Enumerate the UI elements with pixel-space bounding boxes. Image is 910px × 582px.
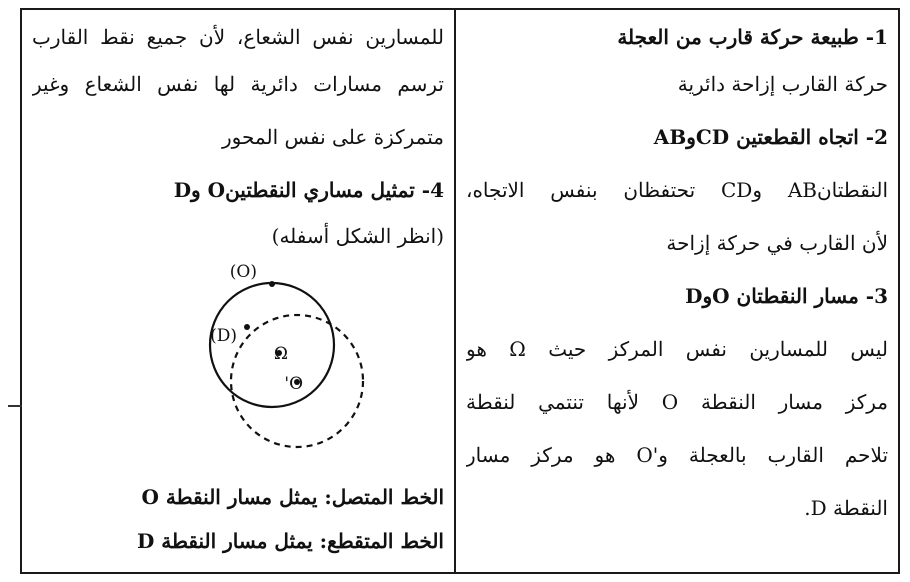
trajectory-diagram [32,255,444,475]
heading-4: 4- تمثيل مساري النقطتينO وD [173,178,444,202]
paragraph-3-line-1: ليس للمسارين نفس المركز حيث Ω هو [466,337,888,361]
heading-3: 3- مسار النقطتان OوD [685,284,888,308]
heading-1: 1- طبيعة حركة قارب من العجلة [617,25,888,49]
see-below-note: (انظر الشكل أسفله) [271,224,444,248]
label-omega: Ω [273,344,288,364]
heading-2: 2- اتجاه القطعتين CDوAB [653,125,888,149]
paragraph-3-line-3: تلاحم القارب بالعجلة و'O هو مركز مسار [466,443,888,467]
paragraph-2-line-1: النقطتانAB وCD تحتفظان بنفس الاتجاه، [466,178,888,202]
legend-solid: الخط المتصل: يمثل مسار النقطة O [141,485,444,509]
answer-table [20,8,900,574]
right-column [454,10,898,572]
paragraph-3-line-2: مركز مسار النقطة O لأنها تنتمي لنقطة [466,390,888,414]
trajectory-svg [182,255,382,473]
point-o-dot [269,281,275,287]
left-paragraph-line-3: متمركزة على نفس المحور [222,125,444,149]
paragraph-2-line-2: لأن القارب في حركة إزاحة [666,231,888,255]
label-oprime: O' [284,374,303,394]
left-column [22,10,454,572]
left-paragraph-line-1: للمسارين نفس الشعاع، لأن جميع نقط القارب [32,25,444,49]
margin-tick-mark [8,405,22,407]
paragraph-3-line-4: النقطة D. [804,496,888,520]
label-o: (O) [229,262,257,282]
left-paragraph-line-2: ترسم مسارات دائرية لها نفس الشعاع وغير [32,72,444,96]
point-d-dot [244,324,250,330]
label-d: (D) [210,326,237,346]
paragraph-1: حركة القارب إزاحة دائرية [677,72,888,96]
legend-dashed: الخط المتقطع: يمثل مسار النقطة D [136,529,444,553]
